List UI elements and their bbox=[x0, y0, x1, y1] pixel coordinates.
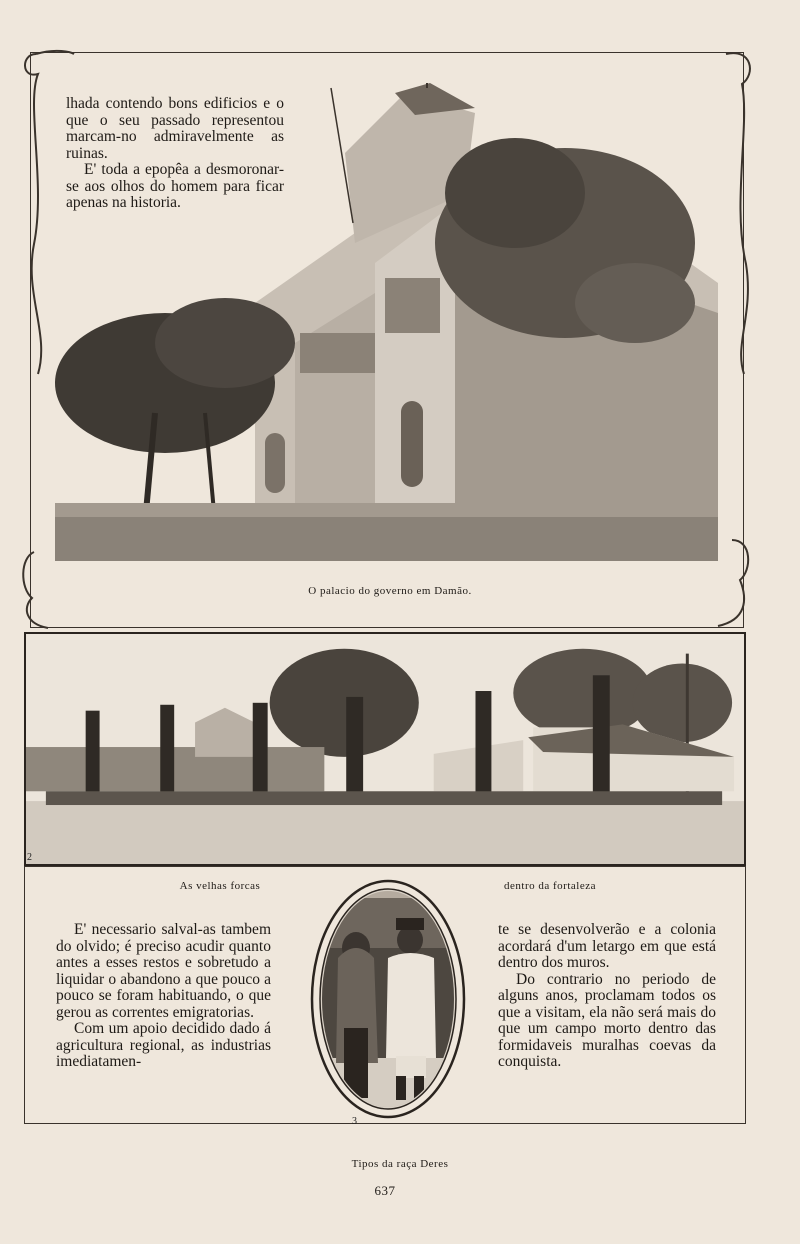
left-paragraph-2: Com um apoio decidido dado á agricultura regional, as industrias imediatamen- bbox=[56, 1020, 271, 1070]
left-paragraph-1: E' necessario salval-as tambem do olvido; é preciso acudir quanto antes a esses restos e sobretudo a liquidar o abandono a que pouco a pouco se foram habituando, o que gerou as correntes emigratorias. bbox=[56, 921, 271, 1021]
palace-caption: O palacio do governo em Damão. bbox=[308, 585, 472, 597]
right-column bbox=[498, 922, 716, 1071]
page-number: 637 bbox=[374, 1183, 396, 1198]
gallows-caption-right: dentro da fortaleza bbox=[504, 880, 596, 892]
right-paragraph-1: te se desenvolverão e a colonia acordará d'um letargo em que está dentro dos muros. bbox=[498, 921, 716, 971]
right-paragraph-2: Do contrario no periodo de alguns anos, proclamam todos os que a visitam, ela não será mais do que um campo morto dentro das formidaveis muralhas coevas da conquista. bbox=[498, 970, 716, 1070]
photo-2-number: 2 bbox=[27, 852, 32, 863]
gallows-photo bbox=[24, 632, 746, 866]
photo-3-number: 3 bbox=[352, 1116, 357, 1127]
portrait-caption: Tipos da raça Deres bbox=[351, 1158, 449, 1170]
gallows-caption-left: As velhas forcas bbox=[179, 880, 261, 892]
left-column bbox=[56, 922, 271, 1071]
portrait-photo bbox=[308, 878, 468, 1120]
top-paragraph-1: lhada contendo bons edificios e o que o seu passado representou marcam-no admiravelmente as ruinas. bbox=[66, 95, 284, 162]
palace-photo bbox=[55, 83, 718, 561]
top-paragraph-2: E' toda a epopêa a desmoronar-se aos olhos do homem para ficar apenas na historia. bbox=[66, 161, 284, 211]
